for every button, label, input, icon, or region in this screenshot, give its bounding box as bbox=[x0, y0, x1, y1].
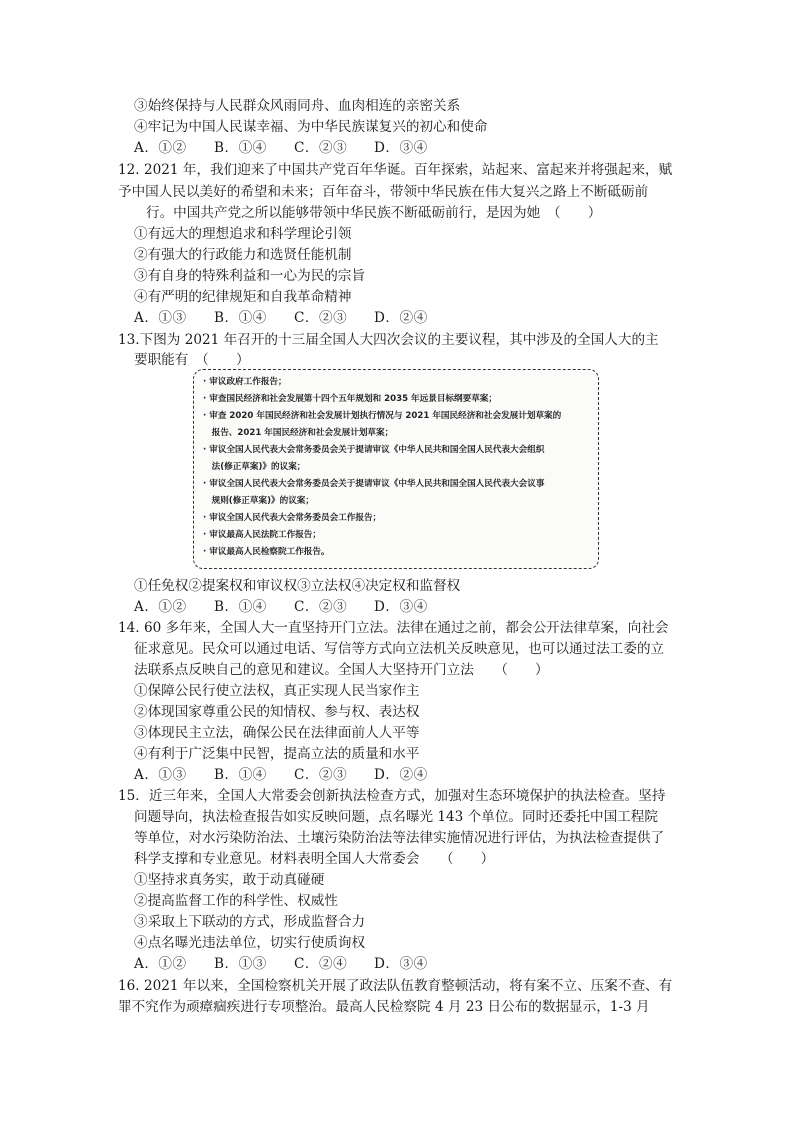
q13-stem-line-1: 13.下图为 2021 年召开的十三届全国人大四次会议的主要议程，其中涉及的全国人大的主 bbox=[118, 332, 659, 348]
q14-choice-3: ③体现民主立法，确保公民在法律面前人人平等 bbox=[134, 725, 420, 741]
option-d: D．②④ bbox=[374, 767, 428, 783]
q15-choice-1: ①坚持求真务实，敢于动真碰硬 bbox=[134, 872, 325, 888]
q14-choice-4: ④有利于广泛集中民智，提高立法的质量和水平 bbox=[134, 746, 420, 762]
q15-stem-line-2: 问题导向，执法检查报告如实反映问题，点名曝光 143 个单位。同时还委托中国工程院 bbox=[134, 809, 658, 825]
option-d: D．③④ bbox=[374, 140, 428, 156]
option-b: B．①④ bbox=[214, 767, 267, 783]
option-a: A．①③ bbox=[134, 310, 187, 326]
agenda-item: · 审查 2020 年国民经济和社会发展计划执行情况与 2021 年国民经济和社会发展计划草案的 bbox=[203, 411, 562, 421]
q16-stem-line-1: 16. 2021 年以来，全国检察机关开展了政法队伍教育整顿活动，将有案不立、压案不查、有 bbox=[118, 978, 673, 994]
option-b: B．①③ bbox=[214, 956, 267, 972]
q15-choice-2: ②提高监督工作的科学性、权威性 bbox=[134, 893, 338, 909]
q12-stem-line-2: 予中国人民以美好的希望和未来；百年奋斗，带领中华民族在伟大复兴之路上不断砥砺前 bbox=[118, 184, 649, 200]
q13-stem-line-2: 要职能有 （ ） bbox=[134, 352, 250, 368]
q14-choice-1: ①保障公民行使立法权，真正实现人民当家作主 bbox=[134, 683, 420, 699]
q13-options bbox=[134, 597, 428, 617]
option-c: C．②③ bbox=[294, 599, 348, 615]
option-a: A．①③ bbox=[134, 767, 187, 783]
q14-options bbox=[134, 765, 428, 785]
option-b: B．①④ bbox=[214, 599, 267, 615]
q15-choice-4: ④点名曝光违法单位，切实行使质询权 bbox=[134, 935, 366, 951]
option-b: B．①④ bbox=[214, 310, 267, 326]
option-c: C．②③ bbox=[294, 140, 348, 156]
agenda-item: 法(修正草案)》的议案； bbox=[203, 462, 306, 472]
option-c: C．②③ bbox=[294, 767, 348, 783]
q12-options bbox=[134, 308, 428, 328]
agenda-item: · 审议全国人民代表大会常务委员会关于提请审议《中华人民共和国全国人民代表大会组织 bbox=[203, 445, 545, 455]
q12-choice-3: ③有自身的特殊利益和一心为民的宗旨 bbox=[134, 268, 366, 284]
q14-stem-line-3: 法联系点反映自己的意见和建议。全国人大坚持开门立法 （ ） bbox=[134, 662, 549, 678]
agenda-item: · 审查国民经济和社会发展第十四个五年规划和 2035 年远景目标纲要草案； bbox=[203, 394, 497, 404]
option-d: D．②④ bbox=[374, 310, 428, 326]
q14-stem-line-2: 征求意见。民众可以通过电话、写信等方式向立法机关反映意见，也可以通过法工委的立 bbox=[134, 641, 665, 657]
q15-stem-line-4: 科学支撑和专业意见。材料表明全国人大常委会 （ ） bbox=[134, 851, 495, 867]
option-d: D．③④ bbox=[374, 956, 428, 972]
q15-choice-3: ③采取上下联动的方式，形成监督合力 bbox=[134, 914, 366, 930]
option-d: D．③④ bbox=[374, 599, 428, 615]
q12-choice-1: ①有远大的理想追求和科学理论引领 bbox=[134, 226, 352, 242]
option-c: C．②③ bbox=[294, 310, 348, 326]
agenda-item: 报告、2021 年国民经济和社会发展计划草案； bbox=[203, 428, 394, 438]
q13-choices: ①任免权②提案权和审议权③立法权④决定权和监督权 bbox=[134, 578, 461, 594]
q14-choice-2: ②体现国家尊重公民的知情权、参与权、表达权 bbox=[134, 704, 420, 720]
q16-stem-line-2: 罪不究作为顽瘴痼疾进行专项整治。最高人民检察院 4 月 23 日公布的数据显示，1-3 月 bbox=[118, 999, 650, 1015]
option-b: B．①④ bbox=[214, 140, 267, 156]
q12-choice-2: ②有强大的行政能力和选贤任能机制 bbox=[134, 247, 352, 263]
agenda-item: · 审议政府工作报告； bbox=[203, 377, 287, 387]
option-a: A．①② bbox=[134, 956, 187, 972]
q11-choice-3: ③始终保持与人民群众风雨同舟、血肉相连的亲密关系 bbox=[134, 98, 461, 114]
q14-stem-line-1: 14. 60 多年来，全国人大一直坚持开门立法。法律在通过之前，都会公开法律草案，向社会 bbox=[118, 620, 669, 636]
option-a: A．①② bbox=[134, 140, 187, 156]
option-c: C．②④ bbox=[294, 956, 348, 972]
q11-choice-4: ④牢记为中国人民谋幸福、为中华民族谋复兴的初心和使命 bbox=[134, 119, 488, 135]
q12-stem-line-3: 行。中国共产党之所以能够带领中华民族不断砥砺前行，是因为她 （ ） bbox=[146, 205, 602, 221]
q11-options bbox=[134, 138, 428, 158]
q15-stem-line-1: 15．近三年来，全国人大常委会创新执法检查方式，加强对生态环境保护的执法检查。坚持 bbox=[118, 788, 666, 804]
agenda-item: · 审议最高人民法院工作报告； bbox=[203, 530, 321, 540]
agenda-figure bbox=[193, 369, 599, 569]
option-a: A．①② bbox=[134, 599, 187, 615]
agenda-item: · 审议全国人民代表大会常务委员会工作报告； bbox=[203, 513, 382, 523]
agenda-item: · 审议最高人民检察院工作报告。 bbox=[203, 547, 330, 557]
q15-stem-line-3: 等单位，对水污染防治法、土壤污染防治法等法律实施情况进行评估，为执法检查提供了 bbox=[134, 830, 665, 846]
agenda-item: 规则(修正草案)》的议案； bbox=[203, 496, 314, 506]
q15-options bbox=[134, 954, 428, 974]
q12-choice-4: ④有严明的纪律规矩和自我革命精神 bbox=[134, 289, 352, 305]
agenda-item: · 审议全国人民代表大会常务委员会关于提请审议《中华人民共和国全国人民代表大会议事 bbox=[203, 479, 545, 489]
q12-stem-line-1: 12. 2021 年，我们迎来了中国共产党百年华诞。百年探索，站起来、富起来并将强起来，赋 bbox=[118, 162, 673, 178]
